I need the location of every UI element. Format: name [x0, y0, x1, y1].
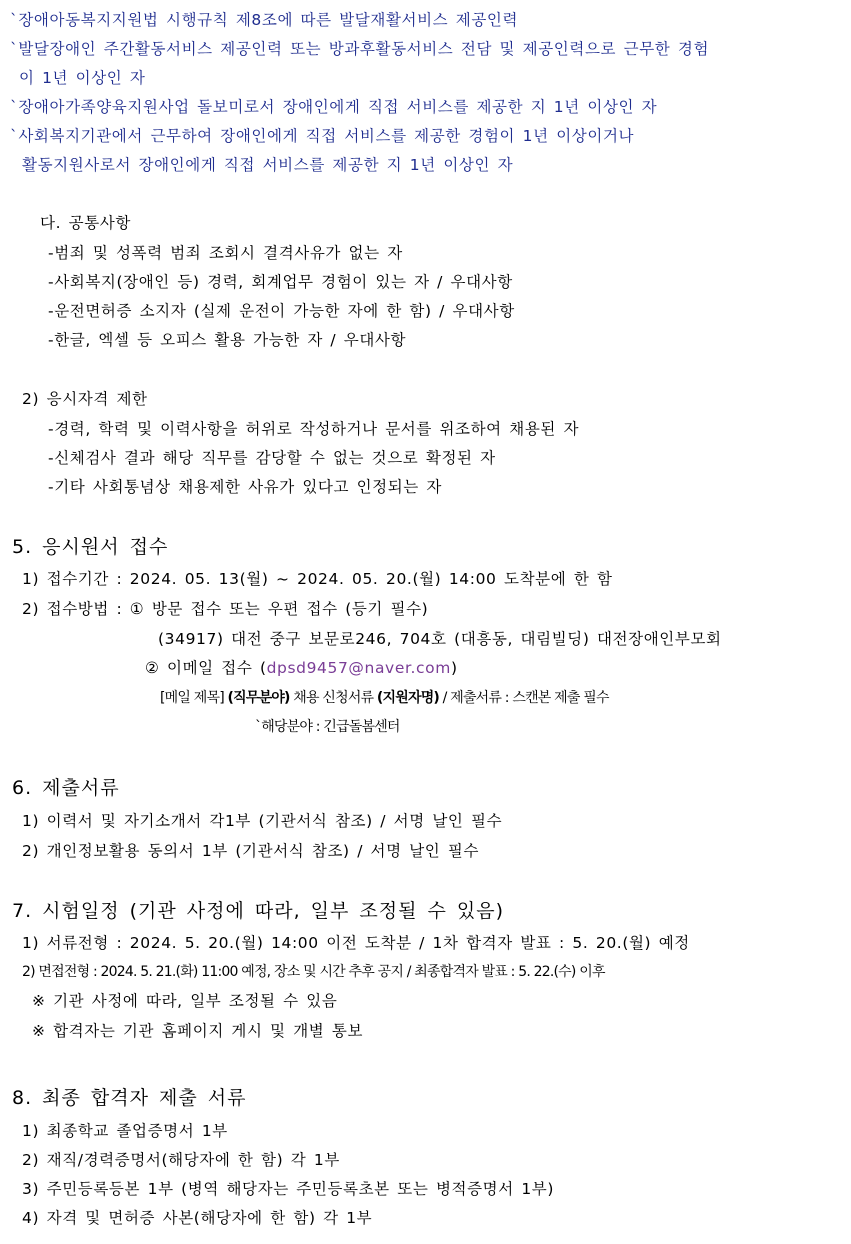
restriction-item-1: -경력, 학력 및 이력사항을 허위로 작성하거나 문서를 위조하여 채용된 자 — [48, 420, 580, 438]
section5-field: `해당분야 : 긴급돌봄센터 — [255, 719, 400, 735]
qualification-line-3: 이 1년 이상인 자 — [19, 69, 146, 87]
section7-note-2: ※ 합격자는 기관 홈페이지 게시 및 개별 통보 — [32, 1022, 364, 1040]
qualification-line-5: `사회복지기관에서 근무하여 장애인에게 직접 서비스를 제공한 경험이 1년 이상이거나 — [10, 127, 635, 145]
section8-item-3: 3) 주민등록등본 1부 (병역 해당자는 주민등록초본 또는 병적증명서 1부) — [22, 1180, 555, 1198]
section8-item-2: 2) 재직/경력증명서(해당자에 한 함) 각 1부 — [22, 1151, 340, 1169]
section5-period: 1) 접수기간 : 2024. 05. 13(월) ~ 2024. 05. 20.(월) 14:00 도착분에 한 함 — [22, 570, 613, 588]
section7-item-1: 1) 서류전형 : 2024. 5. 20.(월) 14:00 이전 도착분 / 1차 합격자 발표 : 5. 20.(월) 예정 — [22, 934, 690, 952]
section5-method: 2) 접수방법 : ① 방문 접수 또는 우편 접수 (등기 필수) — [22, 600, 429, 618]
section8-heading: 8. 최종 합격자 제출 서류 — [12, 1087, 247, 1109]
mail-subject-mid: 채용 신청서류 — [289, 690, 377, 706]
section6-item-2: 2) 개인정보활용 동의서 1부 (기관서식 참조) / 서명 날인 필수 — [22, 842, 480, 860]
restriction-title: 2) 응시자격 제한 — [22, 390, 148, 408]
section5-email-line — [145, 657, 458, 679]
mail-subject-field: (직무분야) — [227, 690, 290, 706]
mail-subject-label: [메일 제목] — [160, 690, 228, 706]
qualification-line-2: `발달장애인 주간활동서비스 제공인력 또는 방과후활동서비스 전담 및 제공인력으로 근무한 경험 — [10, 40, 710, 58]
section5-address: (34917) 대전 중구 보문로246, 704호 (대흥동, 대림빌딩) 대전장애인부모회 — [158, 630, 722, 648]
section7-note-1: ※ 기관 사정에 따라, 일부 조정될 수 있음 — [32, 992, 338, 1010]
email-suffix: ) — [450, 659, 458, 677]
common-item-2: -사회복지(장애인 등) 경력, 회계업무 경험이 있는 자 / 우대사항 — [48, 273, 513, 291]
common-item-3: -운전면허증 소지자 (실제 운전이 가능한 자에 한 함) / 우대사항 — [48, 302, 515, 320]
email-address: dpsd9457@naver.com — [266, 659, 451, 677]
section8-item-4: 4) 자격 및 면허증 사본(해당자에 한 함) 각 1부 — [22, 1209, 373, 1227]
restriction-item-2: -신체검사 결과 해당 직무를 감당할 수 없는 것으로 확정된 자 — [48, 449, 496, 467]
section5-heading: 5. 응시원서 접수 — [12, 536, 169, 558]
qualification-line-1: `장애아동복지지원법 시행규칙 제8조에 따른 발달재활서비스 제공인력 — [10, 11, 519, 29]
section5-mail-subject — [160, 687, 609, 709]
section6-item-1: 1) 이력서 및 자기소개서 각1부 (기관서식 참조) / 서명 날인 필수 — [22, 812, 503, 830]
common-item-4: -한글, 엑셀 등 오피스 활용 가능한 자 / 우대사항 — [48, 331, 407, 349]
qualification-line-4: `장애아가족양육지원사업 돌보미로서 장애인에게 직접 서비스를 제공한 지 1년 이상인 자 — [10, 98, 658, 116]
common-item-1: -범죄 및 성폭력 범죄 조회시 결격사유가 없는 자 — [48, 244, 403, 262]
email-prefix: ② 이메일 접수 ( — [145, 659, 267, 677]
section8-item-1: 1) 최종학교 졸업증명서 1부 — [22, 1122, 228, 1140]
qualification-line-6: 활동지원사로서 장애인에게 직접 서비스를 제공한 지 1년 이상인 자 — [22, 156, 514, 174]
section7-heading: 7. 시험일정 (기관 사정에 따라, 일부 조정될 수 있음) — [12, 900, 505, 922]
common-title: 다. 공통사항 — [40, 214, 131, 232]
mail-subject-tail: / 제출서류 : 스캔본 제출 필수 — [439, 690, 609, 706]
section7-item-2: 2) 면접전형 : 2024. 5. 21.(화) 11:00 예정, 장소 및 시간 추후 공지 / 최종합격자 발표 : 5. 22.(수) 이후 — [22, 964, 605, 980]
section6-heading: 6. 제출서류 — [12, 777, 120, 799]
mail-subject-name: (지원자명) — [376, 690, 440, 706]
restriction-item-3: -기타 사회통념상 채용제한 사유가 있다고 인정되는 자 — [48, 478, 442, 496]
